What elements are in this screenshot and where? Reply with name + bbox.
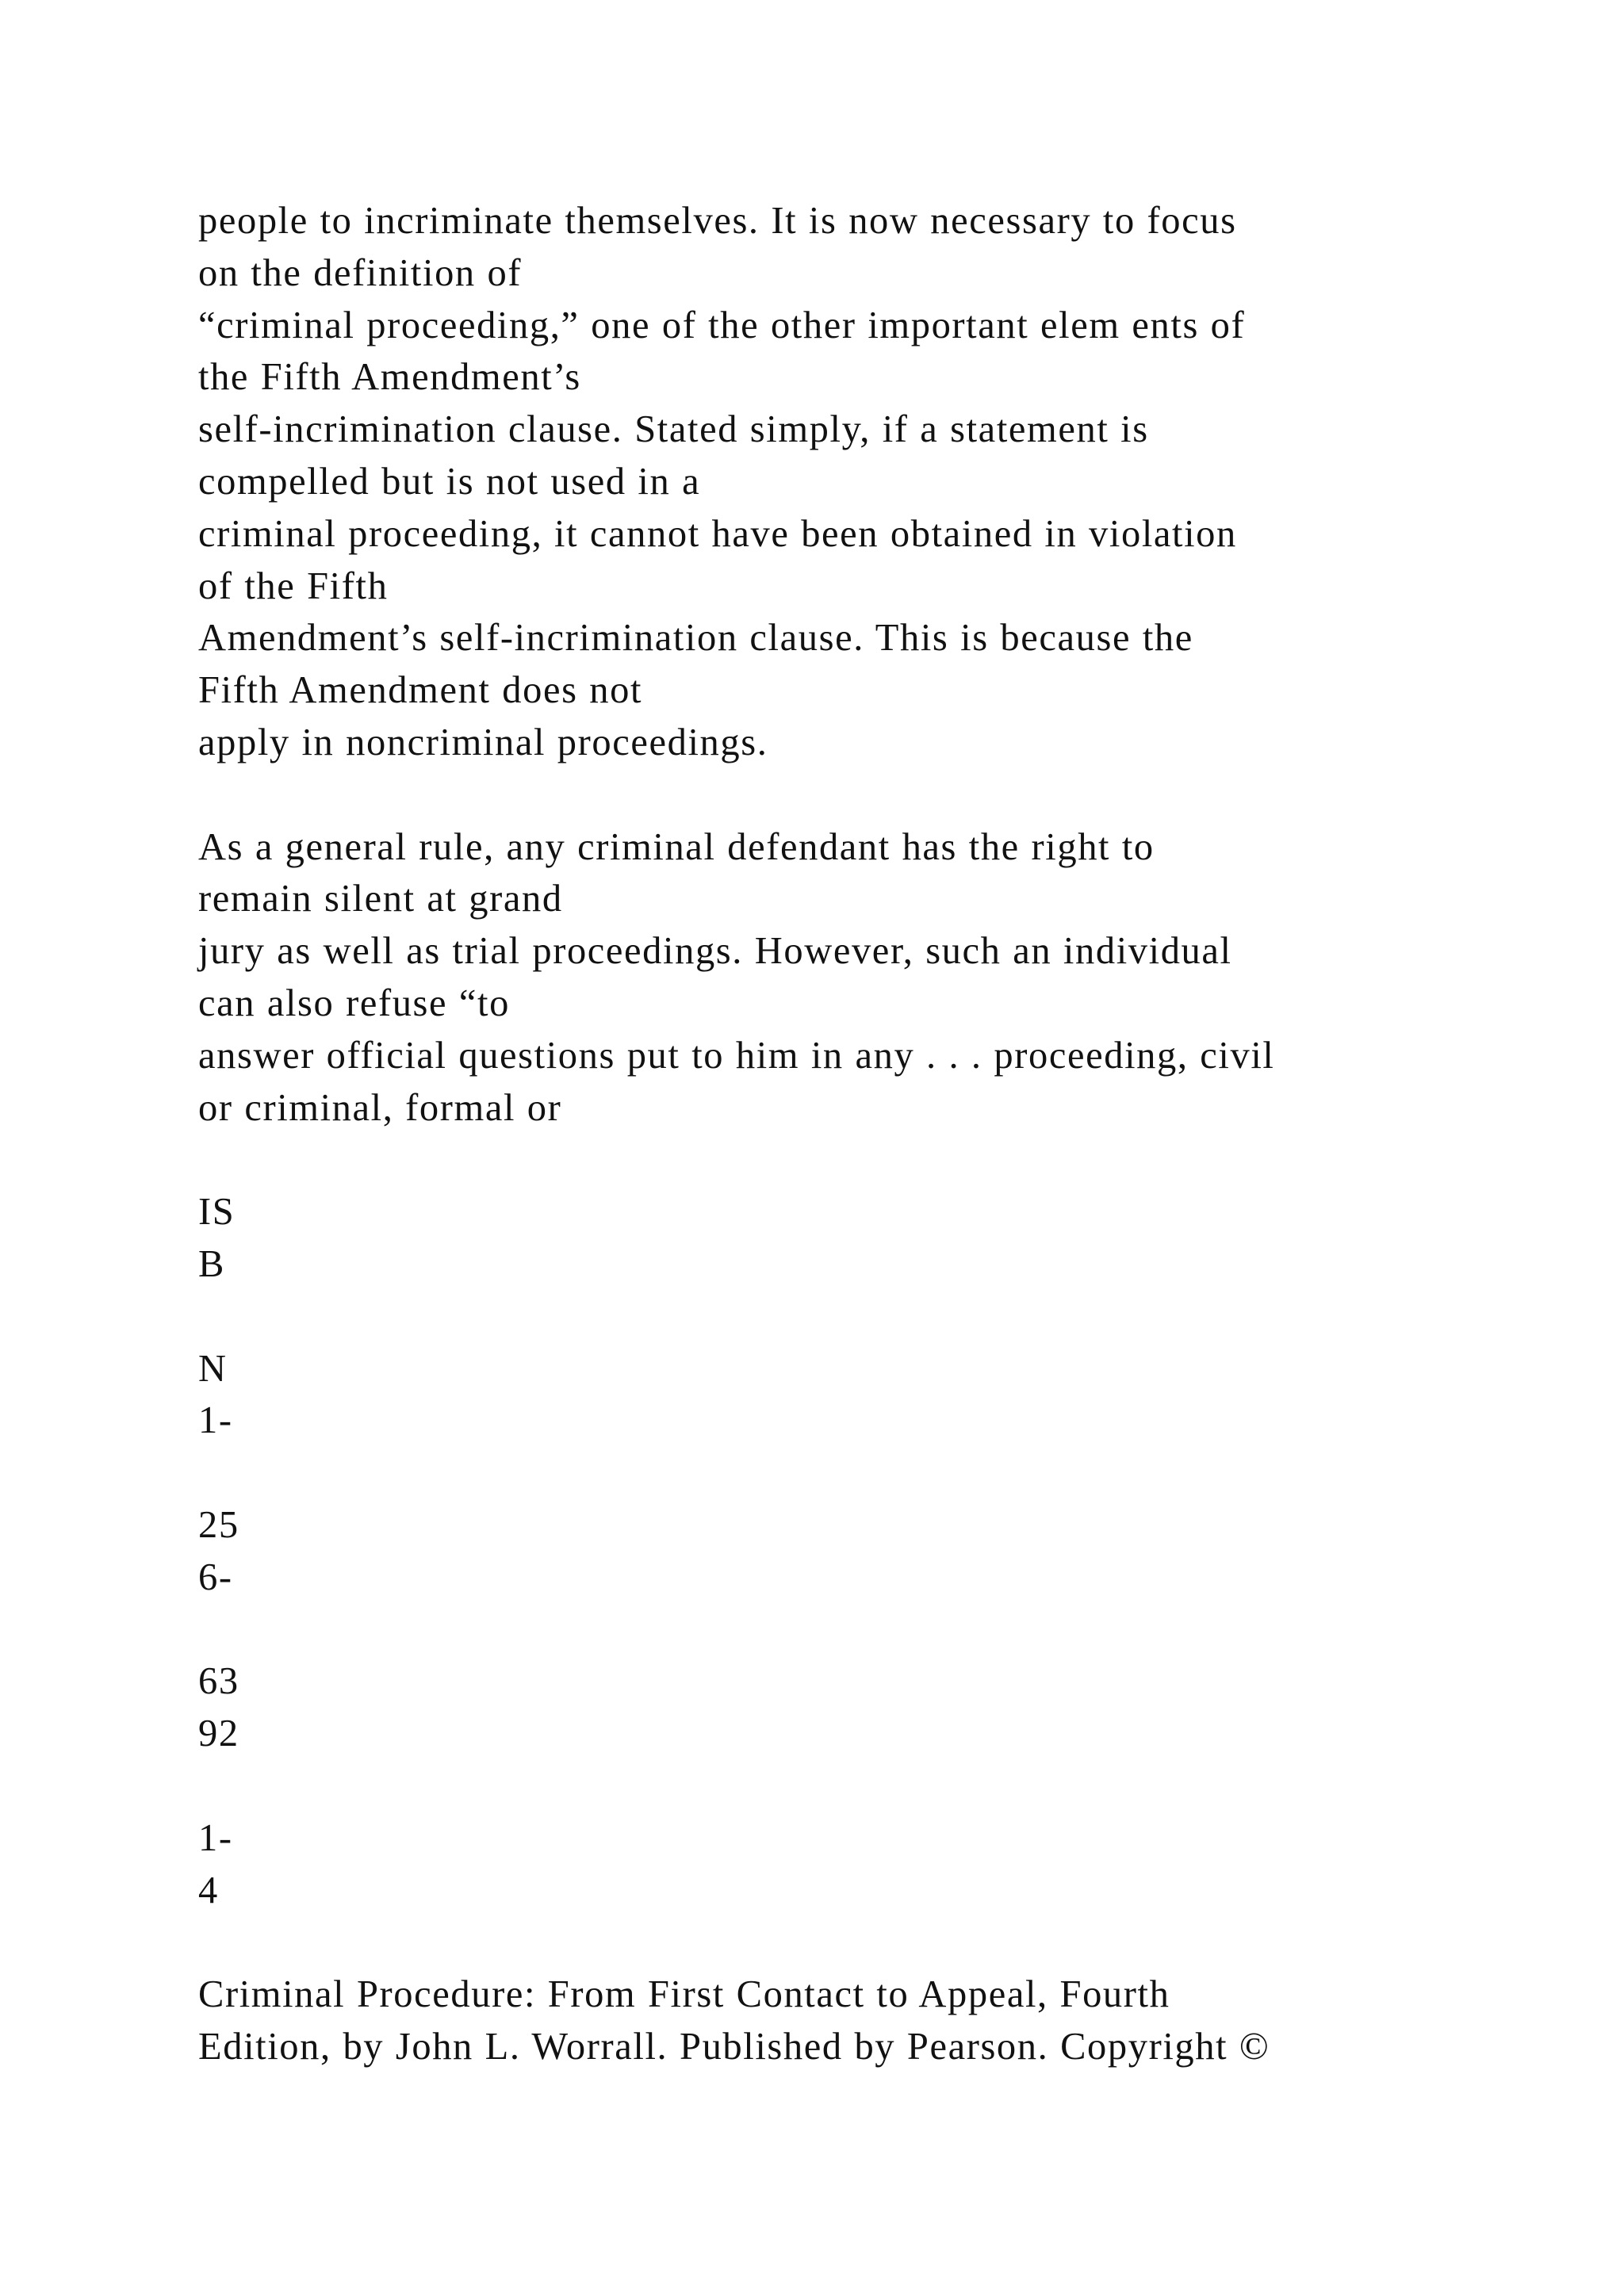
paragraph-1-line: compelled but is not used in a [198,460,701,503]
isbn-spacer [198,1760,1594,1812]
paragraph-1-line: Amendment’s self-incrimination clause. This is because the [198,617,1193,660]
isbn-fragment: 63 [198,1660,239,1703]
footer-citation-line: Edition, by John L. Worrall. Published by Pearson. Copyright © [198,2025,1270,2068]
isbn-fragment: 1- [198,1399,233,1442]
paragraph-2-line: can also refuse “to [198,982,510,1024]
paragraph-1-line: on the definition of [198,251,523,294]
isbn-fragment: IS [198,1191,236,1234]
paragraph-spacer [198,769,1594,821]
isbn-fragment: 25 [198,1503,239,1546]
paragraph-1-line: apply in noncriminal proceedings. [198,721,768,763]
paragraph-1-line: of the Fifth [198,564,389,607]
footer-citation-line: Criminal Procedure: From First Contact to Appeal, Fourth [198,1973,1170,2016]
paragraph-2-line: As a general rule, any criminal defendant has the right to [198,825,1155,868]
isbn-spacer [198,1291,1594,1343]
paragraph-2 [198,821,1594,1135]
isbn-fragment: 92 [198,1712,239,1755]
paragraph-spacer [198,1916,1594,1969]
footer-citation [198,1969,1594,2073]
paragraph-2-line: remain silent at grand [198,878,563,920]
paragraph-1-line: self-incrimination clause. Stated simply, if a statement is [198,408,1149,451]
isbn-fragment: N [198,1347,228,1390]
paragraph-1-line: criminal proceeding, it cannot have been obtained in violation [198,512,1237,555]
document-body [198,195,1594,2073]
isbn-spacer [198,1604,1594,1656]
isbn-fragment: 4 [198,1869,219,1911]
isbn-fragment: B [198,1242,225,1285]
isbn-watermark-fragments [198,1186,1594,1916]
paragraph-1 [198,195,1594,769]
paragraph-2-line: or criminal, formal or [198,1086,562,1129]
paragraph-1-line: “criminal proceeding,” one of the other important elem ents of [198,304,1246,346]
isbn-fragment: 1- [198,1816,233,1859]
paragraph-2-line: answer official questions put to him in any . . . proceeding, civil [198,1034,1275,1077]
paragraph-2-line: jury as well as trial proceedings. However, such an individual [198,930,1232,973]
isbn-spacer [198,1447,1594,1499]
paragraph-1-line: people to incriminate themselves. It is now necessary to focus [198,200,1237,242]
paragraph-1-line: the Fifth Amendment’s [198,356,581,399]
paragraph-1-line: Fifth Amendment does not [198,669,643,712]
paragraph-spacer [198,1134,1594,1186]
isbn-fragment: 6- [198,1556,233,1598]
